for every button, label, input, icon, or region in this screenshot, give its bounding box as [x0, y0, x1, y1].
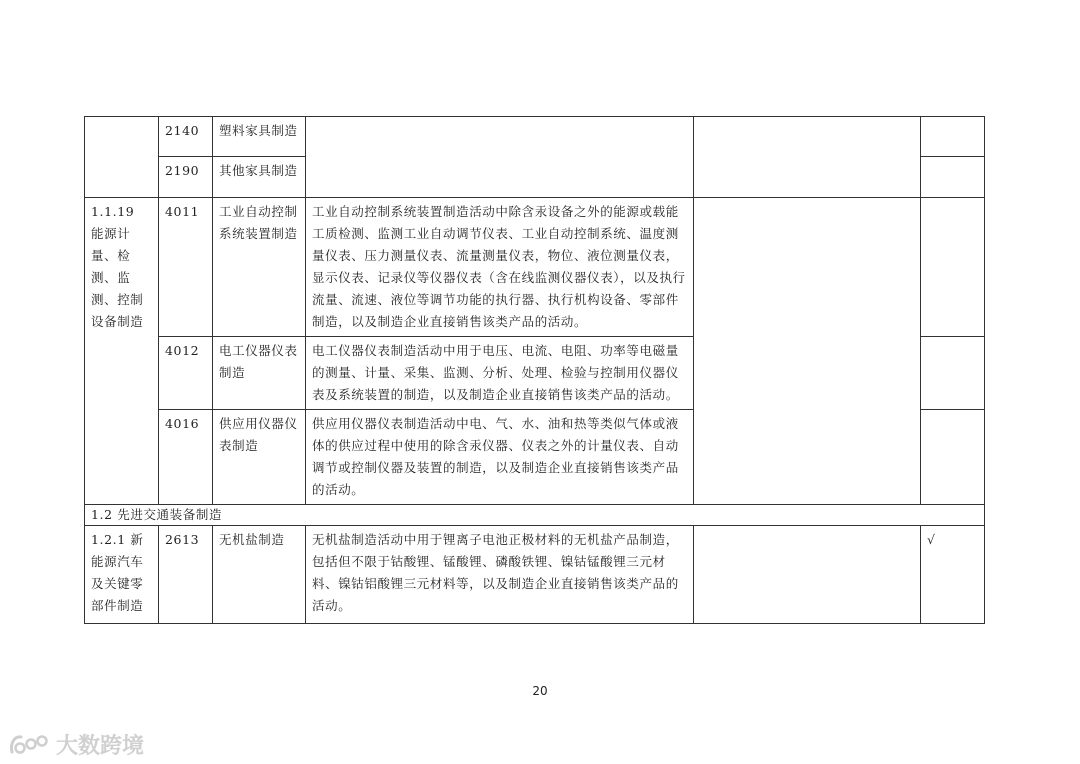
table-row: [85, 198, 985, 337]
classification-table: [84, 116, 985, 624]
description-cell: [306, 117, 694, 198]
description-cell: 电工仪器仪表制造活动中用于电压、电流、电阻、功率等电磁量的测量、计量、采集、监测、分析、处理、检验与控制用仪器仪表及系统装置的制造，以及制造企业直接销售该类产品的活动。: [306, 337, 694, 410]
table-row: [85, 526, 985, 624]
description-cell: 无机盐制造活动中用于锂离子电池正极材料的无机盐产品制造，包括但不限于钴酸锂、锰酸锂、磷酸铁锂、镍钴锰酸锂三元材料、镍钴铝酸锂三元材料等，以及制造企业直接销售该类产品的活动。: [306, 526, 694, 624]
name-cell: 电工仪器仪表制造: [213, 337, 306, 410]
mark-cell: [921, 117, 985, 157]
page-number: 20: [532, 684, 548, 698]
name-cell: 塑料家具制造: [213, 117, 306, 157]
section-title: 1.2 先进交通装备制造: [85, 505, 985, 526]
table-row: [85, 117, 985, 157]
note-cell: [694, 117, 921, 198]
description-cell: 供应用仪器仪表制造活动中电、气、水、油和热等类似气体或液体的供应过程中使用的除含汞仪器、仪表之外的计量仪表、自动调节或控制仪器及装置的制造，以及制造企业直接销售该类产品的活动。: [306, 410, 694, 505]
watermark-text: 大数跨境: [56, 734, 145, 759]
mark-cell: [921, 337, 985, 410]
code-cell: 4012: [159, 337, 213, 410]
description-cell: 工业自动控制系统装置制造活动中除含汞设备之外的能源或载能工质检测、监测工业自动调节仪表、工业自动控制系统、温度测量仪表、压力测量仪表、流量测量仪表，物位、液位测量仪表，显示仪表、记录仪等仪器仪表（含在线监测仪器仪表），以及执行流量、流速、液位等调节功能的执行器、执行机构设备、零部件制造，以及制造企业直接销售该类产品的活动。: [306, 198, 694, 337]
category-cell: 1.1.19 能源计量、检测、监测、控制设备制造: [85, 198, 159, 505]
check-mark: √: [921, 526, 985, 624]
name-cell: 工业自动控制系统装置制造: [213, 198, 306, 337]
name-cell: 无机盐制造: [213, 526, 306, 624]
mark-cell: [921, 157, 985, 198]
watermark-logo-icon: [8, 732, 52, 758]
name-cell: 其他家具制造: [213, 157, 306, 198]
category-cell: 1.2.1 新能源汽车及关键零部件制造: [85, 526, 159, 624]
code-cell: 2190: [159, 157, 213, 198]
section-row: [85, 505, 985, 526]
mark-cell: [921, 198, 985, 337]
name-cell: 供应用仪器仪表制造: [213, 410, 306, 505]
note-cell: [694, 526, 921, 624]
code-cell: 4011: [159, 198, 213, 337]
note-cell: [694, 198, 921, 505]
watermark: [8, 729, 144, 760]
code-cell: 2140: [159, 117, 213, 157]
code-cell: 4016: [159, 410, 213, 505]
code-cell: 2613: [159, 526, 213, 624]
mark-cell: [921, 410, 985, 505]
category-cell: [85, 117, 159, 198]
